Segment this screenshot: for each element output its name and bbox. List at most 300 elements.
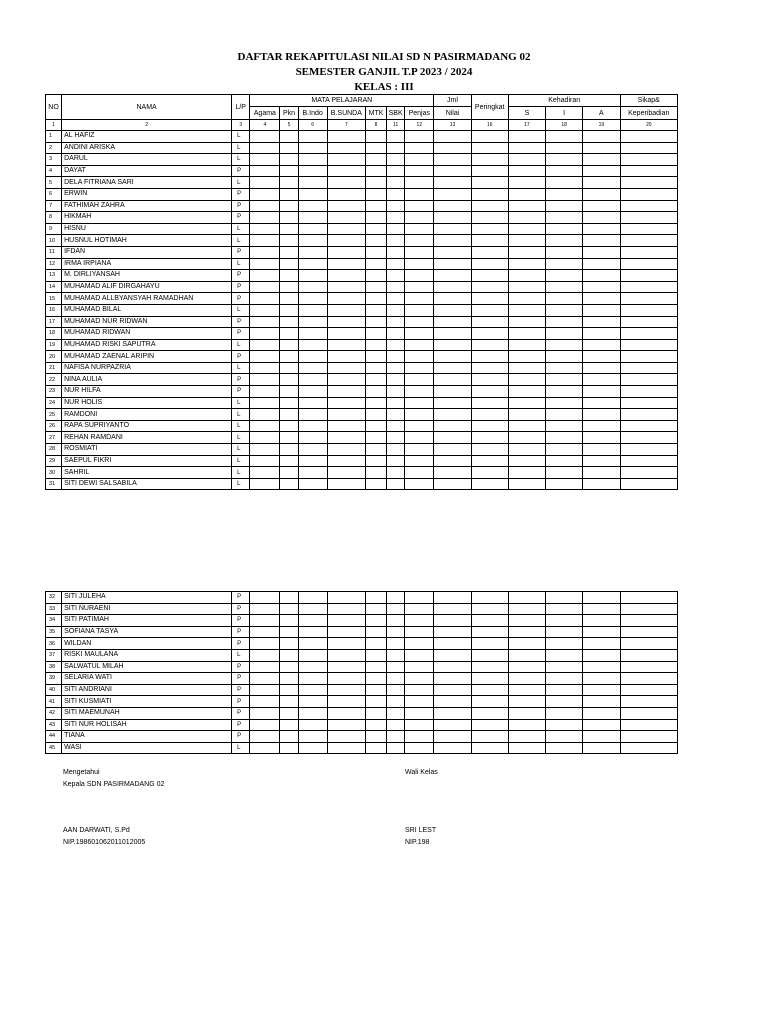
grade-cell[interactable] [405, 719, 434, 731]
grade-cell[interactable] [434, 293, 471, 305]
grade-cell[interactable] [583, 212, 620, 224]
grade-cell[interactable] [298, 707, 327, 719]
grade-cell[interactable] [405, 293, 434, 305]
grade-cell[interactable] [250, 397, 280, 409]
grade-cell[interactable] [387, 328, 405, 340]
grade-cell[interactable] [434, 316, 471, 328]
grade-cell[interactable] [298, 223, 327, 235]
grade-cell[interactable] [508, 281, 545, 293]
grade-cell[interactable] [434, 246, 471, 258]
grade-cell[interactable] [387, 661, 405, 673]
grade-cell[interactable] [327, 142, 365, 154]
grade-cell[interactable] [250, 444, 280, 456]
grade-cell[interactable] [387, 304, 405, 316]
grade-cell[interactable] [280, 478, 298, 490]
grade-cell[interactable] [546, 742, 583, 754]
grade-cell[interactable] [434, 626, 471, 638]
grade-cell[interactable] [434, 177, 471, 189]
grade-cell[interactable] [471, 731, 508, 743]
grade-cell[interactable] [280, 270, 298, 282]
grade-cell[interactable] [280, 684, 298, 696]
grade-cell[interactable] [387, 603, 405, 615]
grade-cell[interactable] [405, 386, 434, 398]
grade-cell[interactable] [387, 188, 405, 200]
grade-cell[interactable] [365, 362, 386, 374]
grade-cell[interactable] [508, 131, 545, 143]
grade-cell[interactable] [508, 328, 545, 340]
grade-cell[interactable] [620, 731, 677, 743]
grade-cell[interactable] [365, 223, 386, 235]
grade-cell[interactable] [365, 719, 386, 731]
grade-cell[interactable] [387, 212, 405, 224]
grade-cell[interactable] [434, 351, 471, 363]
grade-cell[interactable] [434, 649, 471, 661]
grade-cell[interactable] [434, 281, 471, 293]
grade-cell[interactable] [583, 258, 620, 270]
grade-cell[interactable] [387, 142, 405, 154]
grade-cell[interactable] [434, 696, 471, 708]
grade-cell[interactable] [387, 684, 405, 696]
grade-cell[interactable] [365, 432, 386, 444]
grade-cell[interactable] [405, 281, 434, 293]
grade-cell[interactable] [620, 626, 677, 638]
grade-cell[interactable] [327, 246, 365, 258]
grade-cell[interactable] [280, 223, 298, 235]
grade-cell[interactable] [546, 177, 583, 189]
grade-cell[interactable] [620, 131, 678, 143]
grade-cell[interactable] [405, 467, 434, 479]
grade-cell[interactable] [250, 270, 280, 282]
grade-cell[interactable] [405, 649, 434, 661]
grade-cell[interactable] [298, 603, 327, 615]
grade-cell[interactable] [508, 223, 545, 235]
grade-cell[interactable] [471, 362, 508, 374]
grade-cell[interactable] [298, 258, 327, 270]
grade-cell[interactable] [620, 142, 678, 154]
grade-cell[interactable] [387, 673, 405, 685]
grade-cell[interactable] [365, 142, 386, 154]
grade-cell[interactable] [508, 661, 545, 673]
grade-cell[interactable] [434, 684, 471, 696]
grade-cell[interactable] [250, 351, 280, 363]
grade-cell[interactable] [298, 649, 327, 661]
grade-cell[interactable] [508, 246, 545, 258]
grade-cell[interactable] [387, 246, 405, 258]
grade-cell[interactable] [546, 707, 583, 719]
grade-cell[interactable] [471, 707, 508, 719]
grade-cell[interactable] [365, 707, 386, 719]
grade-cell[interactable] [327, 478, 365, 490]
grade-cell[interactable] [365, 696, 386, 708]
grade-cell[interactable] [405, 142, 434, 154]
grade-cell[interactable] [471, 293, 508, 305]
grade-cell[interactable] [583, 649, 620, 661]
grade-cell[interactable] [280, 420, 298, 432]
grade-cell[interactable] [434, 258, 471, 270]
grade-cell[interactable] [405, 684, 434, 696]
grade-cell[interactable] [405, 432, 434, 444]
grade-cell[interactable] [298, 246, 327, 258]
grade-cell[interactable] [434, 638, 471, 650]
grade-cell[interactable] [365, 374, 386, 386]
grade-cell[interactable] [405, 615, 434, 627]
grade-cell[interactable] [280, 386, 298, 398]
grade-cell[interactable] [298, 696, 327, 708]
grade-cell[interactable] [546, 258, 583, 270]
grade-cell[interactable] [298, 374, 327, 386]
grade-cell[interactable] [298, 293, 327, 305]
grade-cell[interactable] [546, 719, 583, 731]
grade-cell[interactable] [250, 316, 280, 328]
grade-cell[interactable] [327, 212, 365, 224]
grade-cell[interactable] [327, 432, 365, 444]
grade-cell[interactable] [280, 339, 298, 351]
grade-cell[interactable] [327, 661, 365, 673]
grade-cell[interactable] [583, 626, 620, 638]
grade-cell[interactable] [583, 142, 620, 154]
grade-cell[interactable] [327, 328, 365, 340]
grade-cell[interactable] [327, 258, 365, 270]
grade-cell[interactable] [298, 731, 327, 743]
grade-cell[interactable] [365, 131, 386, 143]
grade-cell[interactable] [546, 626, 583, 638]
grade-cell[interactable] [365, 304, 386, 316]
grade-cell[interactable] [434, 235, 471, 247]
grade-cell[interactable] [250, 165, 280, 177]
grade-cell[interactable] [620, 258, 678, 270]
grade-cell[interactable] [471, 339, 508, 351]
grade-cell[interactable] [620, 684, 677, 696]
grade-cell[interactable] [365, 673, 386, 685]
grade-cell[interactable] [280, 707, 298, 719]
grade-cell[interactable] [620, 154, 678, 166]
grade-cell[interactable] [546, 142, 583, 154]
grade-cell[interactable] [546, 684, 583, 696]
grade-cell[interactable] [508, 731, 545, 743]
grade-cell[interactable] [583, 316, 620, 328]
grade-cell[interactable] [471, 420, 508, 432]
grade-cell[interactable] [365, 212, 386, 224]
grade-cell[interactable] [250, 200, 280, 212]
grade-cell[interactable] [508, 316, 545, 328]
grade-cell[interactable] [280, 351, 298, 363]
grade-cell[interactable] [508, 478, 545, 490]
grade-cell[interactable] [250, 478, 280, 490]
grade-cell[interactable] [280, 235, 298, 247]
grade-cell[interactable] [620, 374, 678, 386]
grade-cell[interactable] [298, 188, 327, 200]
grade-cell[interactable] [327, 592, 365, 604]
grade-cell[interactable] [434, 731, 471, 743]
grade-cell[interactable] [471, 661, 508, 673]
grade-cell[interactable] [387, 258, 405, 270]
grade-cell[interactable] [546, 397, 583, 409]
grade-cell[interactable] [327, 316, 365, 328]
grade-cell[interactable] [250, 719, 280, 731]
grade-cell[interactable] [583, 397, 620, 409]
grade-cell[interactable] [280, 742, 298, 754]
grade-cell[interactable] [583, 696, 620, 708]
grade-cell[interactable] [298, 270, 327, 282]
grade-cell[interactable] [471, 142, 508, 154]
grade-cell[interactable] [434, 200, 471, 212]
grade-cell[interactable] [327, 696, 365, 708]
grade-cell[interactable] [250, 615, 280, 627]
grade-cell[interactable] [327, 235, 365, 247]
grade-cell[interactable] [387, 223, 405, 235]
grade-cell[interactable] [405, 235, 434, 247]
grade-cell[interactable] [298, 304, 327, 316]
grade-cell[interactable] [327, 742, 365, 754]
grade-cell[interactable] [250, 467, 280, 479]
grade-cell[interactable] [620, 649, 677, 661]
grade-cell[interactable] [546, 212, 583, 224]
grade-cell[interactable] [620, 316, 678, 328]
grade-cell[interactable] [250, 409, 280, 421]
grade-cell[interactable] [620, 742, 677, 754]
grade-cell[interactable] [250, 420, 280, 432]
grade-cell[interactable] [620, 420, 678, 432]
grade-cell[interactable] [298, 177, 327, 189]
grade-cell[interactable] [327, 707, 365, 719]
grade-cell[interactable] [298, 131, 327, 143]
grade-cell[interactable] [250, 432, 280, 444]
grade-cell[interactable] [298, 661, 327, 673]
grade-cell[interactable] [583, 432, 620, 444]
grade-cell[interactable] [471, 673, 508, 685]
grade-cell[interactable] [471, 742, 508, 754]
grade-cell[interactable] [298, 455, 327, 467]
grade-cell[interactable] [471, 626, 508, 638]
grade-cell[interactable] [280, 374, 298, 386]
grade-cell[interactable] [298, 592, 327, 604]
grade-cell[interactable] [298, 615, 327, 627]
grade-cell[interactable] [365, 154, 386, 166]
grade-cell[interactable] [546, 188, 583, 200]
grade-cell[interactable] [327, 626, 365, 638]
grade-cell[interactable] [327, 200, 365, 212]
grade-cell[interactable] [508, 603, 545, 615]
grade-cell[interactable] [280, 603, 298, 615]
grade-cell[interactable] [471, 177, 508, 189]
grade-cell[interactable] [471, 154, 508, 166]
grade-cell[interactable] [583, 154, 620, 166]
grade-cell[interactable] [280, 673, 298, 685]
grade-cell[interactable] [250, 673, 280, 685]
grade-cell[interactable] [620, 478, 678, 490]
grade-cell[interactable] [298, 316, 327, 328]
grade-cell[interactable] [583, 281, 620, 293]
grade-cell[interactable] [434, 420, 471, 432]
grade-cell[interactable] [405, 165, 434, 177]
grade-cell[interactable] [546, 246, 583, 258]
grade-cell[interactable] [298, 142, 327, 154]
grade-cell[interactable] [327, 188, 365, 200]
grade-cell[interactable] [365, 293, 386, 305]
grade-cell[interactable] [546, 293, 583, 305]
grade-cell[interactable] [280, 626, 298, 638]
grade-cell[interactable] [327, 397, 365, 409]
grade-cell[interactable] [620, 177, 678, 189]
grade-cell[interactable] [405, 246, 434, 258]
grade-cell[interactable] [508, 165, 545, 177]
grade-cell[interactable] [546, 673, 583, 685]
grade-cell[interactable] [365, 409, 386, 421]
grade-cell[interactable] [471, 374, 508, 386]
grade-cell[interactable] [583, 615, 620, 627]
grade-cell[interactable] [508, 293, 545, 305]
grade-cell[interactable] [508, 409, 545, 421]
grade-cell[interactable] [387, 270, 405, 282]
grade-cell[interactable] [365, 626, 386, 638]
grade-cell[interactable] [620, 673, 677, 685]
grade-cell[interactable] [471, 696, 508, 708]
grade-cell[interactable] [405, 455, 434, 467]
grade-cell[interactable] [250, 731, 280, 743]
grade-cell[interactable] [620, 339, 678, 351]
grade-cell[interactable] [620, 661, 677, 673]
grade-cell[interactable] [471, 258, 508, 270]
grade-cell[interactable] [583, 731, 620, 743]
grade-cell[interactable] [250, 696, 280, 708]
grade-cell[interactable] [387, 731, 405, 743]
grade-cell[interactable] [405, 592, 434, 604]
grade-cell[interactable] [546, 339, 583, 351]
grade-cell[interactable] [546, 409, 583, 421]
grade-cell[interactable] [365, 615, 386, 627]
grade-cell[interactable] [280, 592, 298, 604]
grade-cell[interactable] [365, 649, 386, 661]
grade-cell[interactable] [387, 626, 405, 638]
grade-cell[interactable] [546, 478, 583, 490]
grade-cell[interactable] [405, 742, 434, 754]
grade-cell[interactable] [508, 420, 545, 432]
grade-cell[interactable] [508, 270, 545, 282]
grade-cell[interactable] [365, 200, 386, 212]
grade-cell[interactable] [583, 603, 620, 615]
grade-cell[interactable] [298, 362, 327, 374]
grade-cell[interactable] [365, 188, 386, 200]
grade-cell[interactable] [387, 719, 405, 731]
grade-cell[interactable] [280, 304, 298, 316]
grade-cell[interactable] [620, 467, 678, 479]
grade-cell[interactable] [546, 235, 583, 247]
grade-cell[interactable] [508, 142, 545, 154]
grade-cell[interactable] [327, 351, 365, 363]
grade-cell[interactable] [250, 328, 280, 340]
grade-cell[interactable] [434, 304, 471, 316]
grade-cell[interactable] [620, 212, 678, 224]
grade-cell[interactable] [250, 742, 280, 754]
grade-cell[interactable] [365, 328, 386, 340]
grade-cell[interactable] [280, 212, 298, 224]
grade-cell[interactable] [280, 362, 298, 374]
grade-cell[interactable] [508, 638, 545, 650]
grade-cell[interactable] [387, 409, 405, 421]
grade-cell[interactable] [365, 467, 386, 479]
grade-cell[interactable] [280, 455, 298, 467]
grade-cell[interactable] [471, 304, 508, 316]
grade-cell[interactable] [471, 316, 508, 328]
grade-cell[interactable] [387, 742, 405, 754]
grade-cell[interactable] [405, 131, 434, 143]
grade-cell[interactable] [434, 615, 471, 627]
grade-cell[interactable] [583, 235, 620, 247]
grade-cell[interactable] [387, 154, 405, 166]
grade-cell[interactable] [298, 742, 327, 754]
grade-cell[interactable] [365, 684, 386, 696]
grade-cell[interactable] [387, 420, 405, 432]
grade-cell[interactable] [365, 444, 386, 456]
grade-cell[interactable] [434, 223, 471, 235]
grade-cell[interactable] [405, 409, 434, 421]
grade-cell[interactable] [508, 362, 545, 374]
grade-cell[interactable] [471, 212, 508, 224]
grade-cell[interactable] [546, 154, 583, 166]
grade-cell[interactable] [405, 638, 434, 650]
grade-cell[interactable] [387, 281, 405, 293]
grade-cell[interactable] [508, 374, 545, 386]
grade-cell[interactable] [508, 304, 545, 316]
grade-cell[interactable] [327, 223, 365, 235]
grade-cell[interactable] [250, 626, 280, 638]
grade-cell[interactable] [298, 684, 327, 696]
grade-cell[interactable] [546, 374, 583, 386]
grade-cell[interactable] [365, 603, 386, 615]
grade-cell[interactable] [620, 455, 678, 467]
grade-cell[interactable] [471, 455, 508, 467]
grade-cell[interactable] [583, 246, 620, 258]
grade-cell[interactable] [250, 258, 280, 270]
grade-cell[interactable] [327, 719, 365, 731]
grade-cell[interactable] [620, 200, 678, 212]
grade-cell[interactable] [405, 374, 434, 386]
grade-cell[interactable] [620, 362, 678, 374]
grade-cell[interactable] [620, 281, 678, 293]
grade-cell[interactable] [250, 212, 280, 224]
grade-cell[interactable] [280, 696, 298, 708]
grade-cell[interactable] [583, 131, 620, 143]
grade-cell[interactable] [620, 707, 677, 719]
grade-cell[interactable] [508, 154, 545, 166]
grade-cell[interactable] [405, 696, 434, 708]
grade-cell[interactable] [583, 386, 620, 398]
grade-cell[interactable] [434, 719, 471, 731]
grade-cell[interactable] [405, 188, 434, 200]
grade-cell[interactable] [508, 707, 545, 719]
grade-cell[interactable] [583, 223, 620, 235]
grade-cell[interactable] [546, 696, 583, 708]
grade-cell[interactable] [620, 304, 678, 316]
grade-cell[interactable] [327, 467, 365, 479]
grade-cell[interactable] [583, 661, 620, 673]
grade-cell[interactable] [620, 719, 677, 731]
grade-cell[interactable] [280, 731, 298, 743]
grade-cell[interactable] [434, 131, 471, 143]
grade-cell[interactable] [471, 246, 508, 258]
grade-cell[interactable] [365, 339, 386, 351]
grade-cell[interactable] [298, 351, 327, 363]
grade-cell[interactable] [387, 707, 405, 719]
grade-cell[interactable] [583, 409, 620, 421]
grade-cell[interactable] [327, 638, 365, 650]
grade-cell[interactable] [250, 188, 280, 200]
grade-cell[interactable] [405, 258, 434, 270]
grade-cell[interactable] [434, 742, 471, 754]
grade-cell[interactable] [405, 626, 434, 638]
grade-cell[interactable] [298, 339, 327, 351]
grade-cell[interactable] [298, 281, 327, 293]
